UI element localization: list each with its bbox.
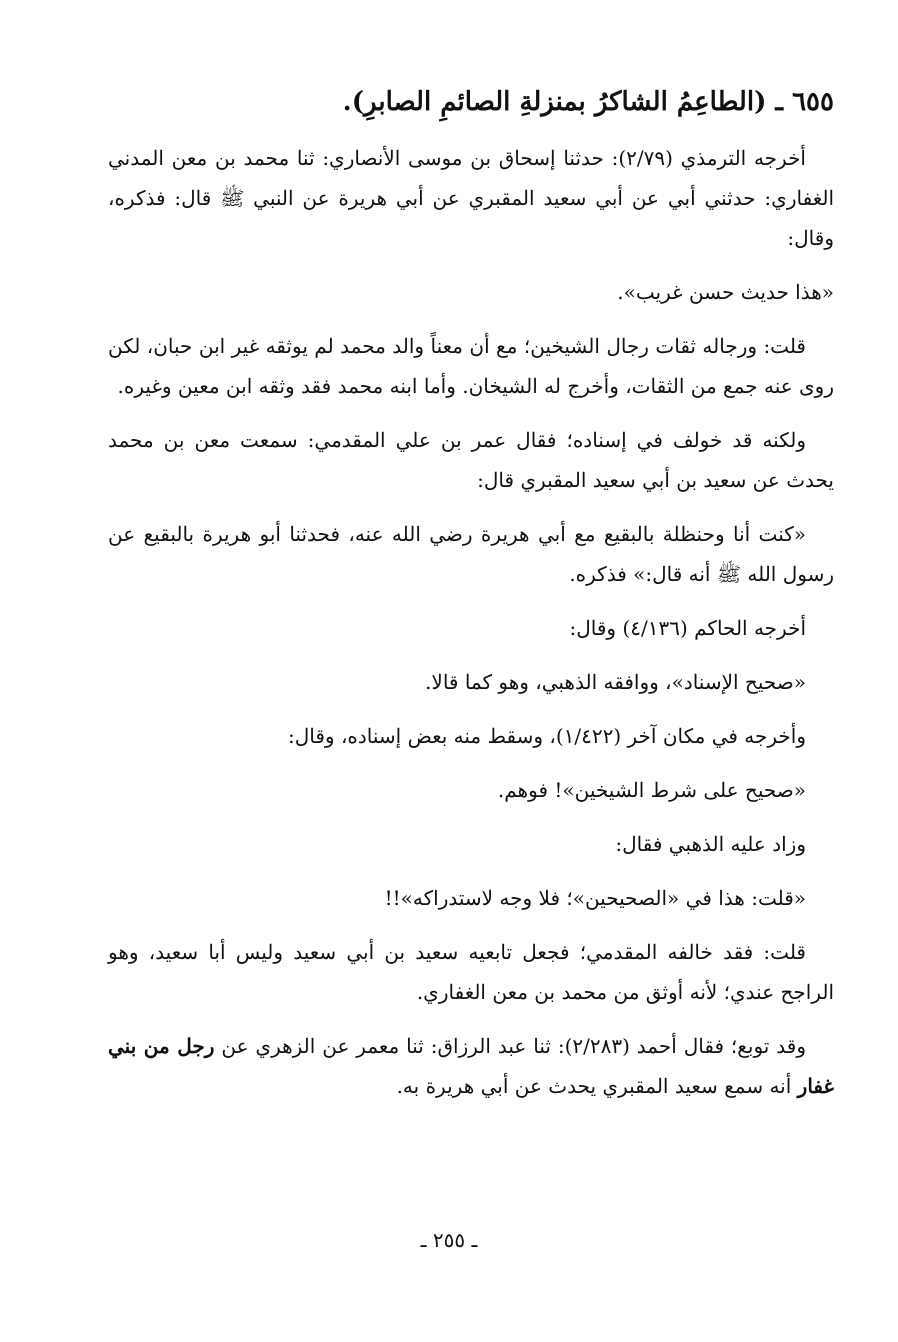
paragraph-other-place: وأخرجه في مكان آخر (١/٤٢٢)، وسقط منه بعض إسناده، وقال: xyxy=(288,724,806,748)
paragraph-narrators-note: قلت: ورجاله ثقات رجال الشيخين؛ مع أن معناً والد محمد لم يوثقه غير ابن حبان، لكن روى عنه جمع من الثقات، وأخرج له الشيخان. وأما ابنه محمد فقد وثقه ابن معين وغيره. xyxy=(108,334,834,398)
ahmad-ending-text: أنه سمع سعيد المقبري يحدث عن أبي هريرة به. xyxy=(396,1074,798,1098)
paragraph-muqaddami: قلت: فقد خالفه المقدمي؛ فجعل تابعيه سعيد بن أبي سعيد وليس أبا سعيد، وهو الراجح عندي؛ لأنه أوثق من محمد بن معن الغفاري. xyxy=(108,940,834,1004)
paragraph-hakim: أخرجه الحاكم (٤/١٣٦) وقال: xyxy=(569,616,806,640)
paragraph-contradiction: ولكنه قد خولف في إسناده؛ فقال عمر بن علي المقدمي: سمعت معن بن محمد يحدث عن سعيد بن أبي سعيد المقبري قال: xyxy=(108,428,834,492)
paragraph-tirmidhi-grade: «هذا حديث حسن غريب». xyxy=(617,280,834,304)
page-number: ـ ٢٥٥ ـ xyxy=(420,1228,478,1252)
paragraph-dhahabi-quote: «قلت: هذا في «الصحيحين»؛ فلا وجه لاستدراكه»!! xyxy=(384,886,806,910)
paragraph-shaykhayn: «صحيح على شرط الشيخين»! فوهم. xyxy=(497,778,806,802)
hadith-heading: ٦٥٥ ـ (الطاعِمُ الشاكرُ بمنزلةِ الصائمِ الصابرِ). xyxy=(342,87,834,117)
page-text-block xyxy=(108,82,834,1120)
paragraph-sahih-isnad: «صحيح الإسناد»، ووافقه الذهبي، وهو كما قالا. xyxy=(425,670,806,694)
paragraph-tirmidhi-isnad: أخرجه الترمذي (٢/٧٩): حدثنا إسحاق بن موسى الأنصاري: ثنا محمد بن معن المدني الغفاري: حدثني أبي عن أبي سعيد المقبري عن أبي هريرة عن النبي ﷺ قال: فذكره، وقال: xyxy=(108,146,834,250)
ghifar-man-text: رجل من بني غفار xyxy=(108,1034,834,1098)
paragraph-baqi-quote: «كنت أنا وحنظلة بالبقيع مع أبي هريرة رضي الله عنه، فحدثنا أبو هريرة بالبقيع عن رسول الله ﷺ أنه قال:» فذكره. xyxy=(108,522,834,586)
ahmad-isnad-text: وقد توبع؛ فقال أحمد (٢/٢٨٣): ثنا عبد الرزاق: ثنا معمر عن الزهري عن xyxy=(221,1034,807,1058)
paragraph-dhahabi-added: وزاد عليه الذهبي فقال: xyxy=(615,832,806,856)
paragraph-ahmad xyxy=(108,1026,834,1106)
